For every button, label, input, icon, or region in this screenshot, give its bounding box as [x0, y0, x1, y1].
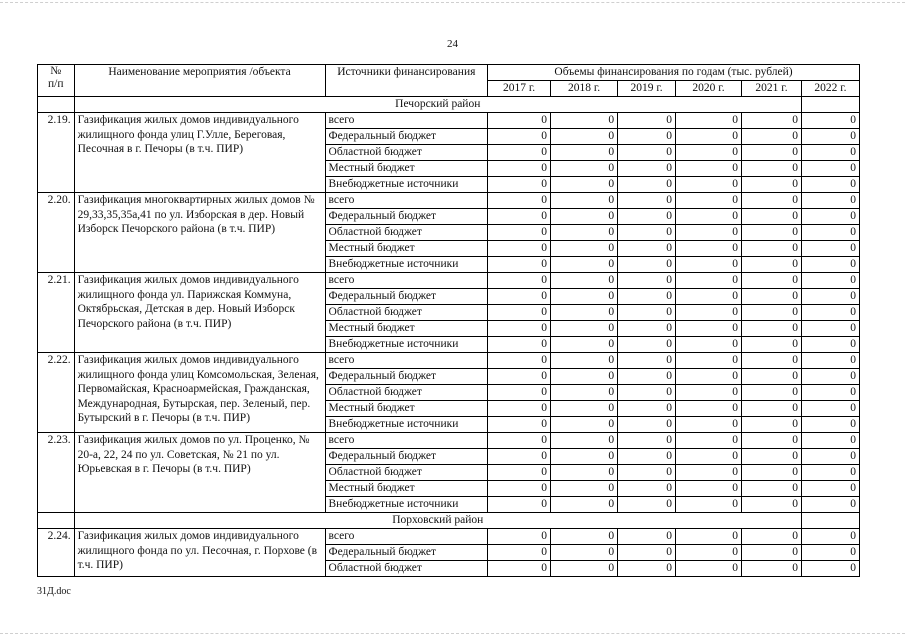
- funding-value: 0: [618, 529, 676, 545]
- funding-value: 0: [801, 369, 859, 385]
- item-title: Газификация жилых домов индивидуального жилищного фонда по ул. Песочная, г. Порхове (в т.ч. ПИР): [74, 529, 325, 577]
- funding-value: 0: [488, 337, 551, 353]
- funding-value: 0: [551, 305, 618, 321]
- funding-value: 0: [676, 145, 742, 161]
- district-blank-cell: [801, 513, 859, 529]
- funding-source: Федеральный бюджет: [325, 449, 488, 465]
- funding-value: 0: [618, 273, 676, 289]
- district-row: [38, 97, 860, 113]
- funding-source: Местный бюджет: [325, 241, 488, 257]
- item-title: Газификация жилых домов индивидуального жилищного фонда ул. Парижская Коммуна, Октябрьская, Детская в дер. Новый Изборск Печорского района (в т.ч. ПИР): [74, 273, 325, 353]
- funding-value: 0: [618, 209, 676, 225]
- funding-value: 0: [801, 321, 859, 337]
- header-source-label: Источники финансирования: [337, 66, 476, 78]
- funding-value: 0: [488, 529, 551, 545]
- funding-value: 0: [801, 529, 859, 545]
- funding-source: Федеральный бюджет: [325, 369, 488, 385]
- funding-value: 0: [676, 241, 742, 257]
- funding-value: 0: [801, 289, 859, 305]
- funding-value: 0: [801, 497, 859, 513]
- funding-value: 0: [488, 241, 551, 257]
- table-body: [38, 97, 860, 577]
- funding-value: 0: [676, 401, 742, 417]
- funding-value: 0: [742, 545, 802, 561]
- funding-value: 0: [488, 385, 551, 401]
- header-num: [38, 65, 75, 97]
- funding-value: 0: [551, 113, 618, 129]
- funding-value: 0: [488, 257, 551, 273]
- funding-value: 0: [742, 561, 802, 577]
- funding-value: 0: [801, 161, 859, 177]
- funding-value: 0: [742, 369, 802, 385]
- funding-source: Местный бюджет: [325, 481, 488, 497]
- funding-value: 0: [488, 449, 551, 465]
- funding-value: 0: [676, 449, 742, 465]
- funding-value: 0: [551, 321, 618, 337]
- funding-value: 0: [742, 177, 802, 193]
- funding-source: Областной бюджет: [325, 561, 488, 577]
- funding-value: 0: [676, 177, 742, 193]
- funding-value: 0: [801, 465, 859, 481]
- funding-value: 0: [488, 225, 551, 241]
- table-row: [38, 113, 860, 129]
- header-name: [74, 65, 325, 97]
- funding-value: 0: [801, 449, 859, 465]
- funding-value: 0: [801, 129, 859, 145]
- funding-value: 0: [618, 369, 676, 385]
- funding-value: 0: [676, 561, 742, 577]
- funding-value: 0: [551, 433, 618, 449]
- funding-source: Местный бюджет: [325, 401, 488, 417]
- file-name: 31Д.doc: [37, 586, 71, 597]
- funding-value: 0: [618, 193, 676, 209]
- funding-value: 0: [551, 225, 618, 241]
- funding-source: Областной бюджет: [325, 145, 488, 161]
- header-source: [325, 65, 488, 97]
- funding-value: 0: [742, 273, 802, 289]
- funding-value: 0: [551, 145, 618, 161]
- funding-source: Областной бюджет: [325, 385, 488, 401]
- funding-value: 0: [488, 289, 551, 305]
- funding-value: 0: [618, 225, 676, 241]
- funding-value: 0: [488, 273, 551, 289]
- funding-value: 0: [618, 417, 676, 433]
- funding-value: 0: [488, 545, 551, 561]
- funding-value: 0: [676, 417, 742, 433]
- funding-value: 0: [488, 497, 551, 513]
- district-num-cell: [38, 513, 75, 529]
- funding-value: 0: [551, 385, 618, 401]
- item-number: 2.24.: [38, 529, 75, 577]
- funding-value: 0: [618, 433, 676, 449]
- funding-value: 0: [742, 209, 802, 225]
- funding-value: 0: [488, 561, 551, 577]
- item-number: 2.22.: [38, 353, 75, 433]
- funding-value: 0: [676, 385, 742, 401]
- funding-value: 0: [742, 465, 802, 481]
- funding-value: 0: [676, 161, 742, 177]
- funding-source: Внебюджетные источники: [325, 497, 488, 513]
- funding-value: 0: [488, 369, 551, 385]
- funding-source: Областной бюджет: [325, 225, 488, 241]
- funding-value: 0: [488, 417, 551, 433]
- funding-value: 0: [551, 529, 618, 545]
- funding-source: всего: [325, 113, 488, 129]
- item-title: Газификация жилых домов индивидуального жилищного фонда улиц Г.Улле, Береговая, Песочная в г. Печоры (в т.ч. ПИР): [74, 113, 325, 193]
- funding-value: 0: [551, 369, 618, 385]
- funding-value: 0: [676, 369, 742, 385]
- funding-value: 0: [551, 241, 618, 257]
- funding-value: 0: [801, 401, 859, 417]
- funding-value: 0: [742, 449, 802, 465]
- funding-value: 0: [801, 145, 859, 161]
- scan-edge-bottom: [0, 633, 905, 634]
- funding-value: 0: [676, 305, 742, 321]
- funding-value: 0: [618, 481, 676, 497]
- funding-value: 0: [676, 321, 742, 337]
- funding-value: 0: [801, 225, 859, 241]
- year-header: 2017 г.: [488, 81, 551, 97]
- funding-value: 0: [676, 225, 742, 241]
- year-header: 2022 г.: [801, 81, 859, 97]
- item-number: 2.20.: [38, 193, 75, 273]
- funding-value: 0: [676, 289, 742, 305]
- funding-value: 0: [801, 417, 859, 433]
- funding-value: 0: [618, 465, 676, 481]
- funding-value: 0: [618, 337, 676, 353]
- funding-value: 0: [676, 545, 742, 561]
- funding-value: 0: [618, 545, 676, 561]
- funding-source: Федеральный бюджет: [325, 289, 488, 305]
- funding-value: 0: [488, 481, 551, 497]
- funding-value: 0: [676, 113, 742, 129]
- district-row: [38, 513, 860, 529]
- year-header: 2019 г.: [618, 81, 676, 97]
- funding-source: всего: [325, 273, 488, 289]
- table-row: [38, 353, 860, 369]
- funding-value: 0: [801, 257, 859, 273]
- funding-value: 0: [742, 321, 802, 337]
- funding-value: 0: [676, 273, 742, 289]
- funding-value: 0: [618, 561, 676, 577]
- table-row: [38, 273, 860, 289]
- funding-value: 0: [618, 385, 676, 401]
- funding-value: 0: [801, 305, 859, 321]
- funding-value: 0: [488, 145, 551, 161]
- funding-value: 0: [551, 337, 618, 353]
- funding-value: 0: [742, 385, 802, 401]
- funding-value: 0: [488, 305, 551, 321]
- funding-value: 0: [618, 113, 676, 129]
- funding-value: 0: [551, 465, 618, 481]
- funding-value: 0: [742, 417, 802, 433]
- funding-value: 0: [551, 449, 618, 465]
- funding-value: 0: [801, 337, 859, 353]
- funding-value: 0: [618, 289, 676, 305]
- funding-source: Внебюджетные источники: [325, 417, 488, 433]
- item-number: 2.19.: [38, 113, 75, 193]
- funding-value: 0: [676, 209, 742, 225]
- funding-source: Местный бюджет: [325, 161, 488, 177]
- funding-value: 0: [551, 497, 618, 513]
- funding-value: 0: [551, 257, 618, 273]
- funding-value: 0: [801, 353, 859, 369]
- table-row: [38, 529, 860, 545]
- funding-value: 0: [801, 177, 859, 193]
- funding-value: 0: [676, 337, 742, 353]
- district-blank-cell: [801, 97, 859, 113]
- funding-value: 0: [676, 193, 742, 209]
- funding-value: 0: [488, 465, 551, 481]
- funding-value: 0: [801, 193, 859, 209]
- funding-value: 0: [618, 401, 676, 417]
- funding-source: Федеральный бюджет: [325, 129, 488, 145]
- funding-source: Внебюджетные источники: [325, 177, 488, 193]
- funding-value: 0: [488, 321, 551, 337]
- funding-source: Федеральный бюджет: [325, 209, 488, 225]
- funding-value: 0: [488, 433, 551, 449]
- funding-value: 0: [742, 353, 802, 369]
- funding-value: 0: [676, 433, 742, 449]
- funding-value: 0: [618, 177, 676, 193]
- funding-value: 0: [488, 113, 551, 129]
- funding-value: 0: [488, 353, 551, 369]
- funding-value: 0: [742, 289, 802, 305]
- funding-value: 0: [488, 209, 551, 225]
- funding-value: 0: [676, 497, 742, 513]
- item-number: 2.21.: [38, 273, 75, 353]
- funding-source: всего: [325, 433, 488, 449]
- funding-value: 0: [742, 113, 802, 129]
- funding-value: 0: [551, 481, 618, 497]
- funding-value: 0: [801, 209, 859, 225]
- header-volumes-label: Объемы финансирования по годам (тыс. рублей): [554, 66, 793, 78]
- district-num-cell: [38, 97, 75, 113]
- funding-value: 0: [618, 145, 676, 161]
- financing-table: [37, 64, 860, 577]
- funding-value: 0: [742, 481, 802, 497]
- funding-value: 0: [551, 417, 618, 433]
- funding-value: 0: [742, 497, 802, 513]
- funding-source: всего: [325, 353, 488, 369]
- funding-value: 0: [742, 433, 802, 449]
- header-num-label: № п/п: [48, 65, 64, 90]
- funding-value: 0: [801, 433, 859, 449]
- funding-value: 0: [551, 273, 618, 289]
- funding-value: 0: [618, 321, 676, 337]
- funding-value: 0: [742, 193, 802, 209]
- header-name-label: Наименование мероприятия /объекта: [108, 66, 291, 78]
- funding-value: 0: [801, 241, 859, 257]
- funding-value: 0: [488, 161, 551, 177]
- funding-value: 0: [551, 401, 618, 417]
- funding-value: 0: [551, 561, 618, 577]
- funding-value: 0: [801, 545, 859, 561]
- funding-value: 0: [618, 241, 676, 257]
- funding-value: 0: [742, 241, 802, 257]
- funding-value: 0: [676, 529, 742, 545]
- funding-value: 0: [676, 129, 742, 145]
- funding-value: 0: [676, 481, 742, 497]
- item-number: 2.23.: [38, 433, 75, 513]
- funding-value: 0: [551, 177, 618, 193]
- funding-value: 0: [618, 497, 676, 513]
- funding-value: 0: [801, 273, 859, 289]
- funding-value: 0: [488, 129, 551, 145]
- funding-value: 0: [488, 193, 551, 209]
- funding-value: 0: [551, 289, 618, 305]
- year-header: 2020 г.: [676, 81, 742, 97]
- funding-value: 0: [618, 449, 676, 465]
- funding-value: 0: [488, 401, 551, 417]
- funding-value: 0: [676, 257, 742, 273]
- funding-value: 0: [551, 545, 618, 561]
- funding-value: 0: [618, 257, 676, 273]
- funding-value: 0: [742, 161, 802, 177]
- table-row: [38, 433, 860, 449]
- funding-value: 0: [801, 481, 859, 497]
- funding-value: 0: [742, 401, 802, 417]
- funding-source: Внебюджетные источники: [325, 257, 488, 273]
- funding-source: всего: [325, 529, 488, 545]
- funding-value: 0: [618, 353, 676, 369]
- header-volumes: [488, 65, 860, 81]
- item-title: Газификация жилых домов по ул. Проценко, № 20-а, 22, 24 по ул. Советская, № 21 по ул. Юрьевская в г. Печоры (в т.ч. ПИР): [74, 433, 325, 513]
- funding-value: 0: [801, 561, 859, 577]
- table-row: [38, 193, 860, 209]
- funding-value: 0: [742, 257, 802, 273]
- funding-value: 0: [551, 209, 618, 225]
- funding-source: всего: [325, 193, 488, 209]
- funding-value: 0: [676, 353, 742, 369]
- page-number: 24: [447, 38, 458, 50]
- district-name: Печорский район: [74, 97, 801, 113]
- district-name: Порховский район: [74, 513, 801, 529]
- funding-value: 0: [742, 529, 802, 545]
- funding-value: 0: [488, 177, 551, 193]
- funding-value: 0: [618, 305, 676, 321]
- funding-source: Областной бюджет: [325, 465, 488, 481]
- scan-edge-top: [0, 2, 905, 3]
- year-header: 2021 г.: [742, 81, 802, 97]
- funding-value: 0: [742, 145, 802, 161]
- funding-value: 0: [801, 385, 859, 401]
- funding-value: 0: [676, 465, 742, 481]
- funding-value: 0: [742, 337, 802, 353]
- funding-source: Областной бюджет: [325, 305, 488, 321]
- funding-value: 0: [742, 225, 802, 241]
- funding-value: 0: [618, 129, 676, 145]
- funding-value: 0: [618, 161, 676, 177]
- year-header: 2018 г.: [551, 81, 618, 97]
- funding-value: 0: [551, 129, 618, 145]
- funding-value: 0: [551, 353, 618, 369]
- funding-source: Внебюджетные источники: [325, 337, 488, 353]
- funding-value: 0: [742, 129, 802, 145]
- item-title: Газификация жилых домов индивидуального жилищного фонда улиц Комсомольская, Зеленая, Первомайская, Красноармейская, Гражданская, Международная, Бутырская, пер. Зеленый, пер. Бутырский в г. Печоры (в т.ч. ПИР): [74, 353, 325, 433]
- funding-source: Федеральный бюджет: [325, 545, 488, 561]
- funding-value: 0: [551, 193, 618, 209]
- funding-value: 0: [551, 161, 618, 177]
- item-title: Газификация многоквартирных жилых домов № 29,33,35,35а,41 по ул. Изборская в дер. Новый Изборск Печорского района (в т.ч. ПИР): [74, 193, 325, 273]
- funding-source: Местный бюджет: [325, 321, 488, 337]
- funding-value: 0: [801, 113, 859, 129]
- funding-value: 0: [742, 305, 802, 321]
